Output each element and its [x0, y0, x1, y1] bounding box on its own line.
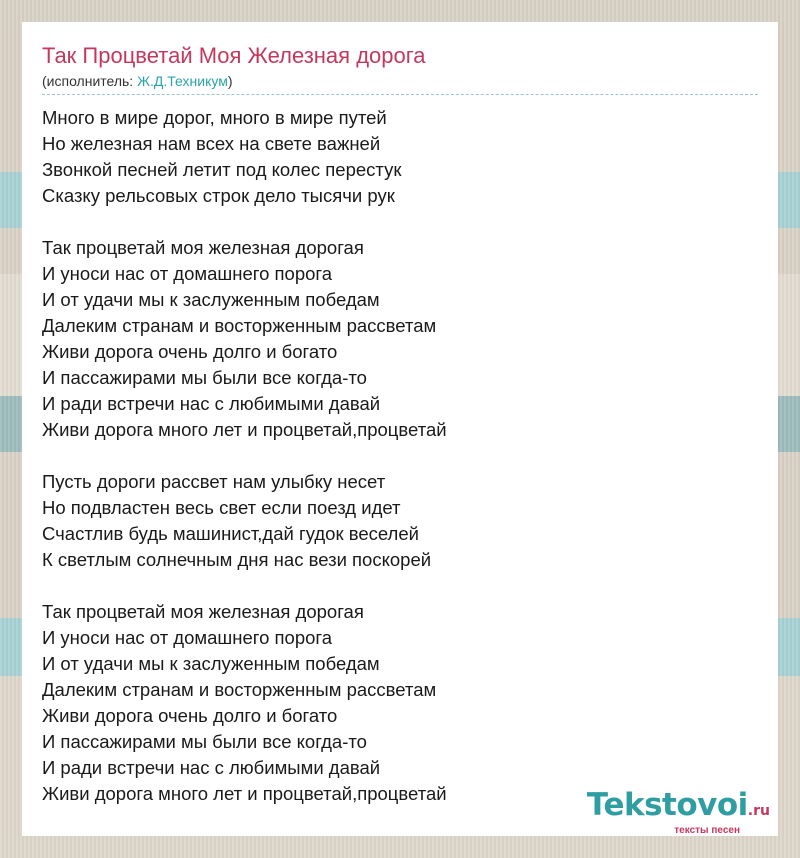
- logo-tagline: тексты песен: [674, 825, 740, 836]
- lyric-line: И пассажирами мы были все когда-то: [42, 731, 367, 752]
- lyric-line: Живи дорога много лет и процветай,процветай: [42, 783, 447, 804]
- lyric-line: Счастлив будь машинист,дай гудок веселей: [42, 523, 419, 544]
- lyric-line: И ради встречи нас с любимыми давай: [42, 393, 381, 414]
- stanza-2: [42, 235, 758, 443]
- lyric-line: И ради встречи нас с любимыми давай: [42, 757, 381, 778]
- stanza-3: [42, 469, 758, 573]
- lyric-line: Так процветай моя железная дорогая: [42, 601, 364, 622]
- performer-link[interactable]: Ж.Д.Техникум: [137, 73, 228, 89]
- stanza-4: [42, 599, 758, 807]
- logo-tld: .ru: [747, 803, 770, 819]
- lyric-line: И пассажирами мы были все когда-то: [42, 367, 367, 388]
- lyric-line: Далеким странам и восторженным рассветам: [42, 679, 437, 700]
- lyric-line: И от удачи мы к заслуженным победам: [42, 289, 380, 310]
- stanza-1: [42, 105, 758, 209]
- lyric-line: К светлым солнечным дня нас вези поскорей: [42, 549, 432, 570]
- logo-wordmark: [587, 789, 770, 827]
- site-logo[interactable]: [587, 789, 770, 836]
- lyric-line: Пусть дороги рассвет нам улыбку несет: [42, 471, 386, 492]
- lyric-line: Но подвластен весь свет если поезд идет: [42, 497, 401, 518]
- lyrics-text: [42, 105, 758, 807]
- lyric-line: И от удачи мы к заслуженным победам: [42, 653, 380, 674]
- song-title: Так Процветай Моя Железная дорога: [42, 43, 426, 68]
- lyric-line: Живи дорога очень долго и богато: [42, 705, 338, 726]
- lyric-line: Далеким странам и восторженным рассветам: [42, 315, 437, 336]
- lyric-line: Живи дорога много лет и процветай,процветай: [42, 419, 447, 440]
- performer-line: [42, 72, 758, 95]
- performer-suffix: ): [227, 73, 233, 89]
- lyrics-card: [22, 22, 778, 836]
- lyric-line: Живи дорога очень долго и богато: [42, 341, 338, 362]
- lyric-line: И уноси нас от домашнего порога: [42, 263, 333, 284]
- lyric-line: И уноси нас от домашнего порога: [42, 627, 333, 648]
- lyric-line: Сказку рельсовых строк дело тысячи рук: [42, 185, 395, 206]
- lyric-line: Звонкой песней летит под колес перестук: [42, 159, 402, 180]
- logo-name: Tekstovoi: [586, 787, 748, 823]
- lyric-line: Много в мире дорог, много в мире путей: [42, 107, 387, 128]
- performer-prefix: (исполнитель:: [42, 73, 138, 89]
- lyric-line: Так процветай моя железная дорогая: [42, 237, 364, 258]
- lyric-line: Но железная нам всех на свете важней: [42, 133, 381, 154]
